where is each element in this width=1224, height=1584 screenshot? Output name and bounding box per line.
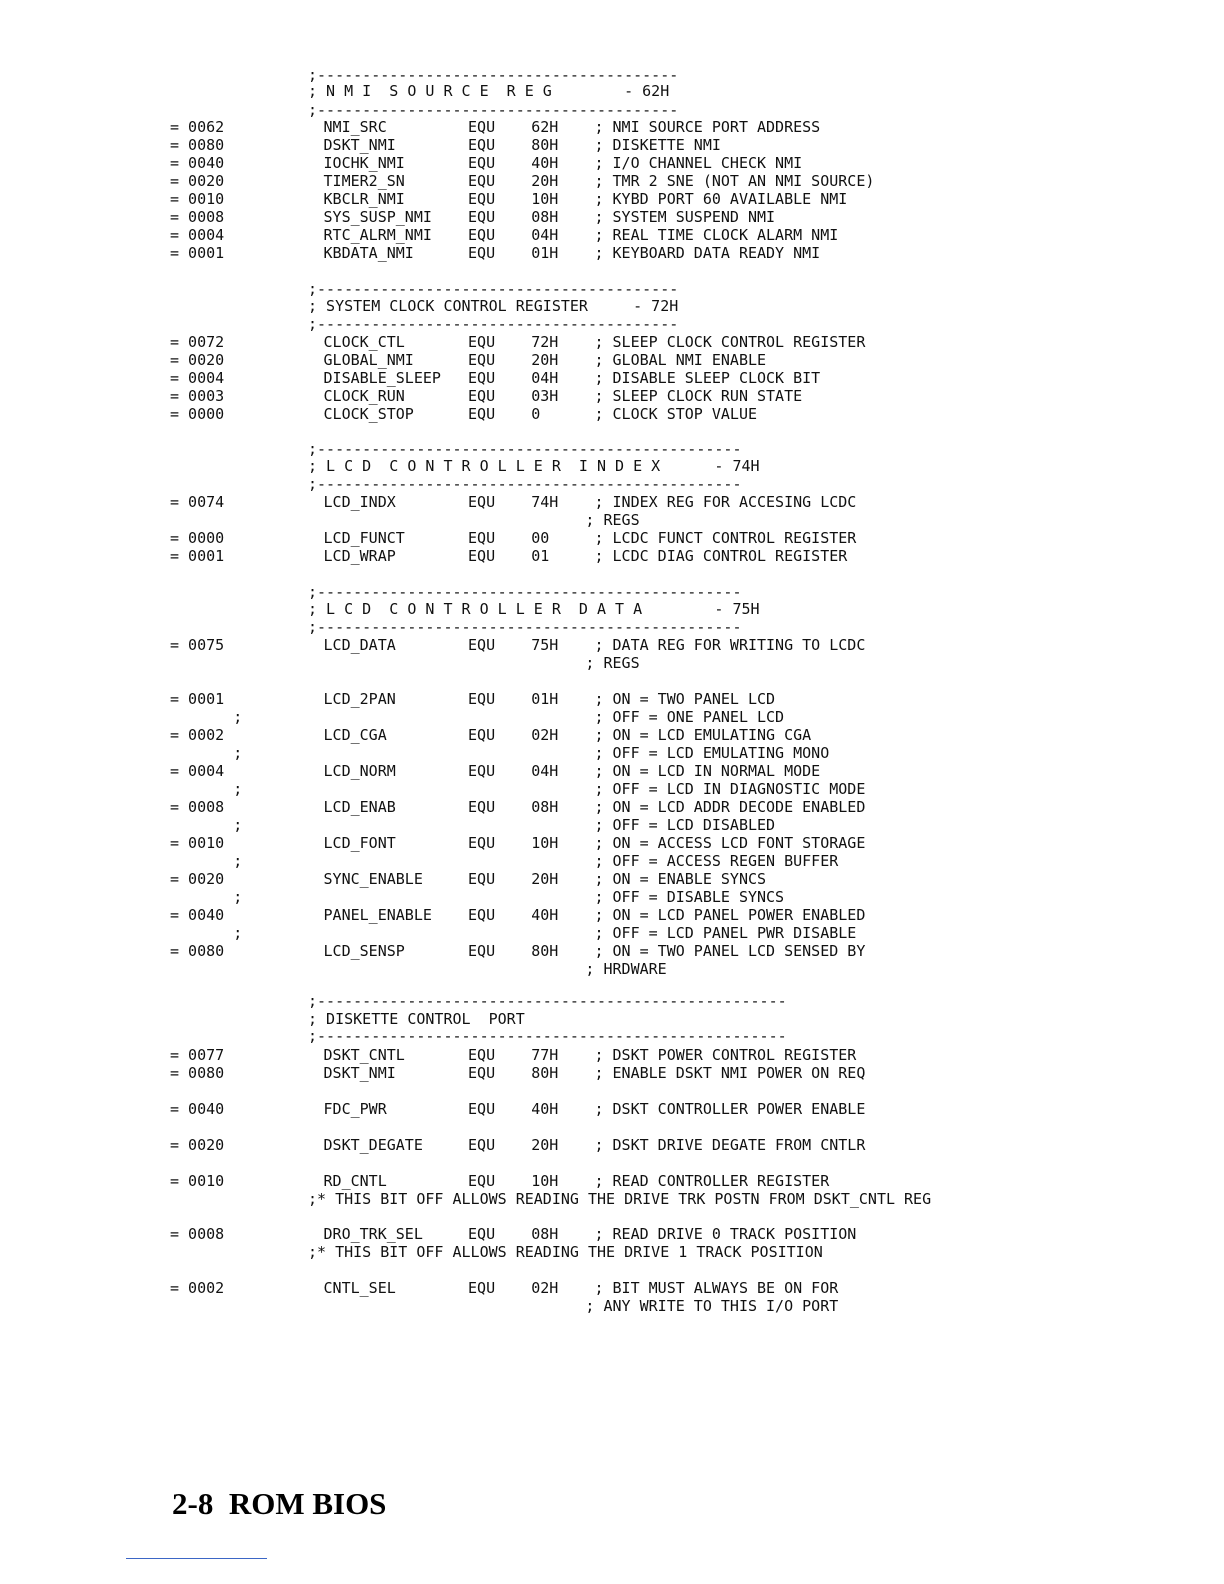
code-line: = 0002 LCD_CGA EQU 02H ; ON = LCD EMULATING CGA [170,726,812,744]
code-line: ; L C D C O N T R O L L E R D A T A - 75H [308,600,760,618]
section-separator: ;----------------------------------------------- [308,475,742,493]
code-line: ; ANY WRITE TO THIS I/O PORT [170,1297,839,1315]
code-line: ; ; OFF = LCD DISABLED [170,816,776,834]
section-separator: ;---------------------------------------- [308,101,679,119]
section-separator: ;---------------------------------------- [308,66,679,84]
code-line: = 0008 LCD_ENAB EQU 08H ; ON = LCD ADDR DECODE ENABLED [170,798,866,816]
code-line: = 0002 CNTL_SEL EQU 02H ; BIT MUST ALWAYS BE ON FOR [170,1279,839,1297]
section-separator: ;---------------------------------------------------- [308,992,787,1010]
code-line: ; ; OFF = LCD EMULATING MONO [170,744,830,762]
code-line: = 0001 LCD_2PAN EQU 01H ; ON = TWO PANEL LCD [170,690,776,708]
code-line: = 0008 DRO_TRK_SEL EQU 08H ; READ DRIVE 0 TRACK POSITION [170,1225,857,1243]
code-line: ; DISKETTE CONTROL PORT [308,1010,525,1028]
code-line: = 0003 CLOCK_RUN EQU 03H ; SLEEP CLOCK RUN STATE [170,387,803,405]
code-line: ; ; OFF = ACCESS REGEN BUFFER [170,852,839,870]
code-line: = 0010 KBCLR_NMI EQU 10H ; KYBD PORT 60 AVAILABLE NMI [170,190,848,208]
code-line: = 0040 FDC_PWR EQU 40H ; DSKT CONTROLLER POWER ENABLE [170,1100,866,1118]
code-line: ; ; OFF = LCD IN DIAGNOSTIC MODE [170,780,866,798]
code-line: ; ; OFF = DISABLE SYNCS [170,888,785,906]
code-line: ;* THIS BIT OFF ALLOWS READING THE DRIVE 1 TRACK POSITION [308,1243,823,1261]
footer-rule [126,1558,267,1559]
code-line: = 0004 RTC_ALRM_NMI EQU 04H ; REAL TIME CLOCK ALARM NMI [170,226,839,244]
code-line: = 0020 GLOBAL_NMI EQU 20H ; GLOBAL NMI ENABLE [170,351,767,369]
code-line: ; L C D C O N T R O L L E R I N D E X - 74H [308,457,760,475]
code-line: = 0080 DSKT_NMI EQU 80H ; ENABLE DSKT NMI POWER ON REQ [170,1064,866,1082]
code-line: = 0001 KBDATA_NMI EQU 01H ; KEYBOARD DATA READY NMI [170,244,821,262]
code-line: = 0008 SYS_SUSP_NMI EQU 08H ; SYSTEM SUSPEND NMI [170,208,776,226]
code-line: = 0020 TIMER2_SN EQU 20H ; TMR 2 SNE (NOT AN NMI SOURCE) [170,172,875,190]
code-line: = 0004 LCD_NORM EQU 04H ; ON = LCD IN NORMAL MODE [170,762,821,780]
code-line: = 0001 LCD_WRAP EQU 01 ; LCDC DIAG CONTROL REGISTER [170,547,848,565]
code-line: = 0075 LCD_DATA EQU 75H ; DATA REG FOR WRITING TO LCDC [170,636,866,654]
section-separator: ;---------------------------------------------------- [308,1027,787,1045]
code-line: = 0004 DISABLE_SLEEP EQU 04H ; DISABLE SLEEP CLOCK BIT [170,369,821,387]
section-separator: ;----------------------------------------------- [308,618,742,636]
code-line: = 0000 LCD_FUNCT EQU 00 ; LCDC FUNCT CONTROL REGISTER [170,529,857,547]
code-line: = 0000 CLOCK_STOP EQU 0 ; CLOCK STOP VALUE [170,405,757,423]
code-line: ; REGS [170,511,640,529]
code-line: = 0010 RD_CNTL EQU 10H ; READ CONTROLLER REGISTER [170,1172,830,1190]
section-separator: ;---------------------------------------- [308,280,679,298]
code-line: = 0080 DSKT_NMI EQU 80H ; DISKETTE NMI [170,136,721,154]
code-line: = 0074 LCD_INDX EQU 74H ; INDEX REG FOR ACCESING LCDC [170,493,857,511]
code-line: = 0010 LCD_FONT EQU 10H ; ON = ACCESS LCD FONT STORAGE [170,834,866,852]
page-footer-title: 2-8 ROM BIOS [172,1486,387,1521]
code-line: = 0072 CLOCK_CTL EQU 72H ; SLEEP CLOCK CONTROL REGISTER [170,333,866,351]
code-line: = 0020 DSKT_DEGATE EQU 20H ; DSKT DRIVE DEGATE FROM CNTLR [170,1136,866,1154]
code-line: ; SYSTEM CLOCK CONTROL REGISTER - 72H [308,297,679,315]
code-line: ;* THIS BIT OFF ALLOWS READING THE DRIVE TRK POSTN FROM DSKT_CNTL REG [308,1190,932,1208]
code-line: ; HRDWARE [170,960,667,978]
code-line: = 0062 NMI_SRC EQU 62H ; NMI SOURCE PORT ADDRESS [170,118,821,136]
code-line: ; N M I S O U R C E R E G - 62H [308,82,670,100]
code-line: = 0080 LCD_SENSP EQU 80H ; ON = TWO PANEL LCD SENSED BY [170,942,866,960]
code-line: ; ; OFF = LCD PANEL PWR DISABLE [170,924,857,942]
code-line: ; ; OFF = ONE PANEL LCD [170,708,785,726]
code-line: ; REGS [170,654,640,672]
section-separator: ;----------------------------------------------- [308,440,742,458]
code-line: = 0077 DSKT_CNTL EQU 77H ; DSKT POWER CONTROL REGISTER [170,1046,857,1064]
code-line: = 0020 SYNC_ENABLE EQU 20H ; ON = ENABLE SYNCS [170,870,767,888]
section-separator: ;---------------------------------------- [308,315,679,333]
section-separator: ;----------------------------------------------- [308,583,742,601]
code-line: = 0040 IOCHK_NMI EQU 40H ; I/O CHANNEL CHECK NMI [170,154,803,172]
code-line: = 0040 PANEL_ENABLE EQU 40H ; ON = LCD PANEL POWER ENABLED [170,906,866,924]
